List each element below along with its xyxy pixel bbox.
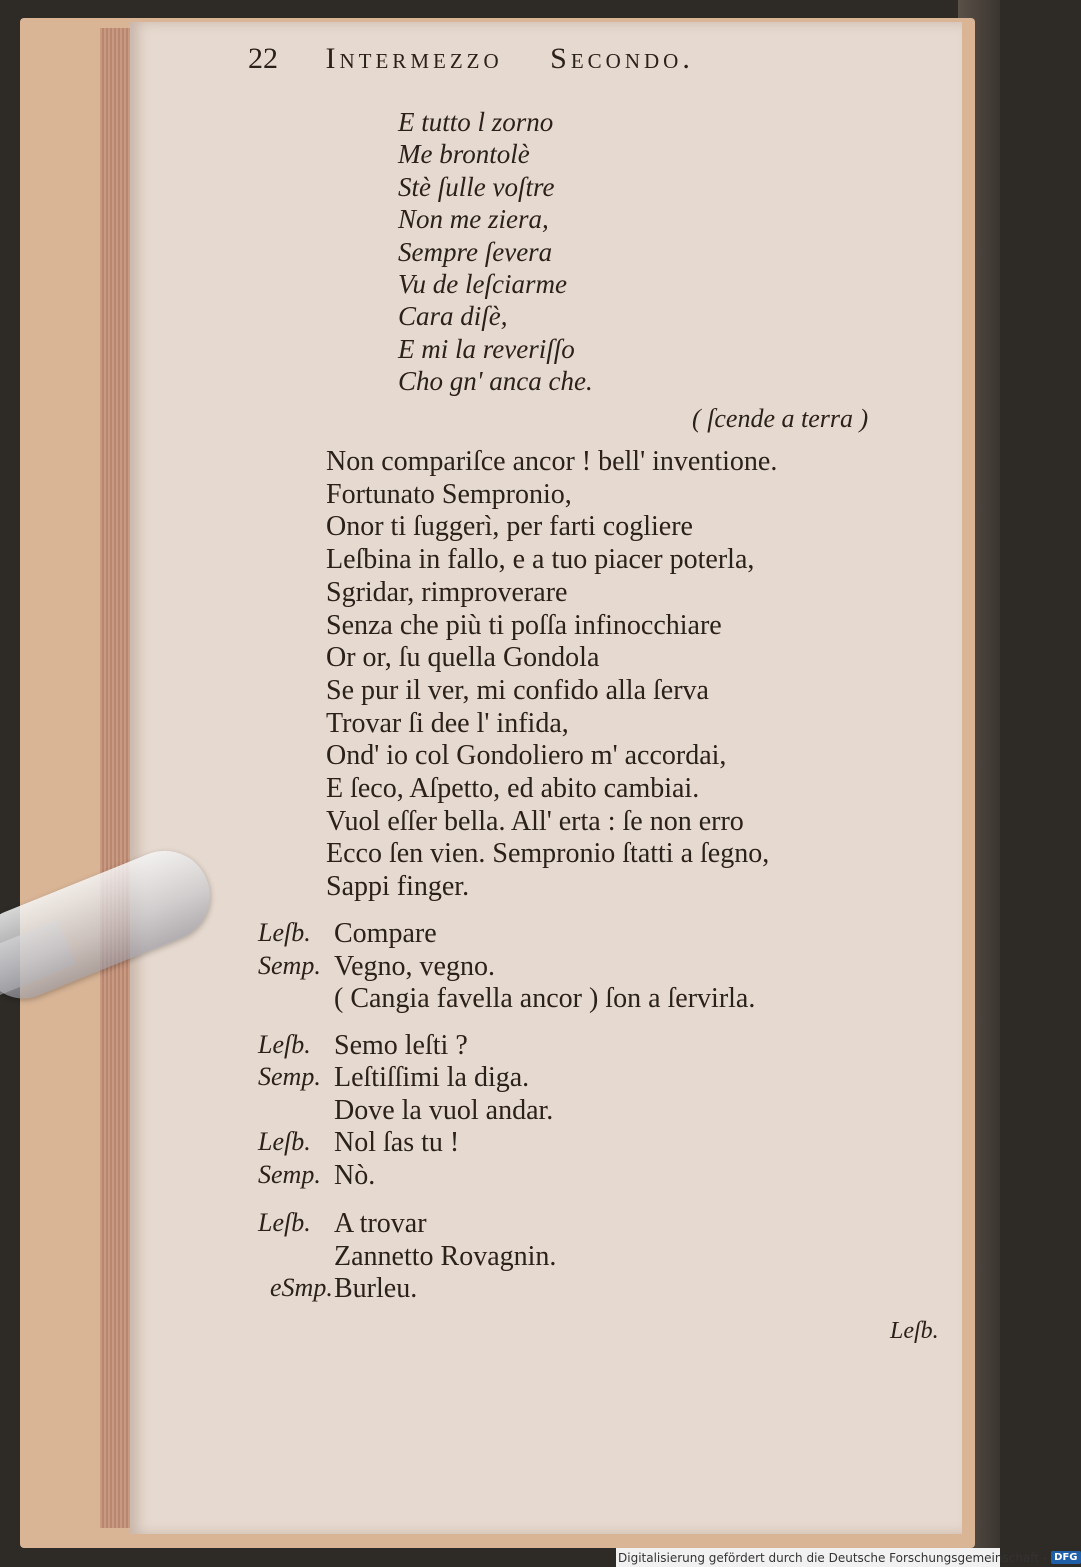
- monologue-line: Trovar ſi dee l' infida,: [326, 707, 569, 739]
- speaker-label: eSmp.: [270, 1273, 333, 1302]
- speaker-label: Semp.: [258, 1159, 321, 1189]
- dialogue-line: Nò.: [334, 1159, 376, 1191]
- verse-block: [398, 106, 593, 398]
- catchword: Leſb.: [890, 1318, 939, 1344]
- monologue-line: Onor ti ſuggerì, per farti cogliere: [326, 511, 693, 543]
- monologue-line: Fortunato Sempronio,: [326, 478, 572, 510]
- dialogue-line: ( Cangia favella ancor ) ſon a ſervirla.: [334, 983, 756, 1014]
- page-number: 22: [248, 42, 278, 75]
- verse-line: Vu de leſciarme: [398, 269, 567, 300]
- header-word-2: Secondo.: [550, 42, 694, 75]
- header-word-1: Intermezzo: [325, 42, 503, 75]
- speaker-label: Leſb.: [258, 1127, 311, 1156]
- verse-line: Stè ſulle voſtre: [398, 171, 555, 202]
- verse-line: E mi la reveriſſo: [398, 333, 575, 364]
- speaker-label: Leſb.: [258, 918, 311, 947]
- verse-line: Me brontolè: [398, 139, 530, 170]
- running-header: [248, 42, 694, 76]
- monologue-line: Sgridar, rimproverare: [326, 576, 568, 608]
- monologue-line: Ecco ſen vien. Sempronio ſtatti a ſegno,: [326, 838, 770, 870]
- dialogue-line: Zannetto Rovagnin.: [334, 1240, 557, 1272]
- dialogue-line: Burleu.: [334, 1273, 418, 1304]
- verse-line: E tutto l zorno: [398, 107, 554, 137]
- footer-credit: Digitalisierung gefördert durch die Deutsche Forschungsgemeinschaft -: [618, 1550, 1048, 1565]
- verse-line: Sempre ſevera: [398, 236, 553, 267]
- stage-direction: ( ſcende a terra ): [692, 404, 869, 433]
- monologue-line: E ſeco, Aſpetto, ed abito cambiai.: [326, 773, 700, 805]
- dialogue-line: Vegno, vegno.: [334, 950, 495, 982]
- verse-line: Non me ziera,: [398, 204, 549, 235]
- verse-line: Cara diſè,: [398, 301, 508, 332]
- dialogue-line: A trovar: [334, 1208, 427, 1239]
- dialogue-line: Dove la vuol andar.: [334, 1094, 554, 1126]
- speaker-label: Leſb.: [258, 1208, 311, 1237]
- monologue-block: [326, 446, 777, 904]
- digitization-footer: [616, 1548, 1078, 1567]
- speaker-label: Semp.: [258, 950, 321, 980]
- monologue-line: Ond' io col Gondoliero m' accordai,: [326, 740, 727, 772]
- monologue-line: Leſbina in fallo, e a tuo piacer poterla,: [326, 544, 755, 576]
- dialogue-line: Leſtiſſimi la diga.: [334, 1062, 530, 1093]
- speaker-label: Semp.: [258, 1062, 321, 1091]
- verse-line: Cho gn' anca che.: [398, 366, 593, 397]
- dialogue-line: Nol ſas tu !: [334, 1127, 460, 1158]
- dialogue-line: Semo leſti ?: [334, 1029, 468, 1061]
- dialogue-line: Compare: [334, 918, 437, 949]
- monologue-line: Vuol eſſer bella. All' erta : ſe non erro: [326, 805, 744, 837]
- monologue-line: Se pur il ver, mi confido alla ſerva: [326, 674, 709, 706]
- monologue-line: Senza che più ti poſſa infinocchiare: [326, 609, 722, 641]
- speaker-label: Leſb.: [258, 1029, 311, 1059]
- monologue-line: Non compariſce ancor ! bell' inventione.: [326, 446, 778, 477]
- monologue-line: Sappi finger.: [326, 871, 470, 903]
- page-edges: [100, 28, 132, 1528]
- monologue-line: Or or, ſu quella Gondola: [326, 642, 600, 674]
- dfg-logo-icon: DFG: [1051, 1551, 1080, 1564]
